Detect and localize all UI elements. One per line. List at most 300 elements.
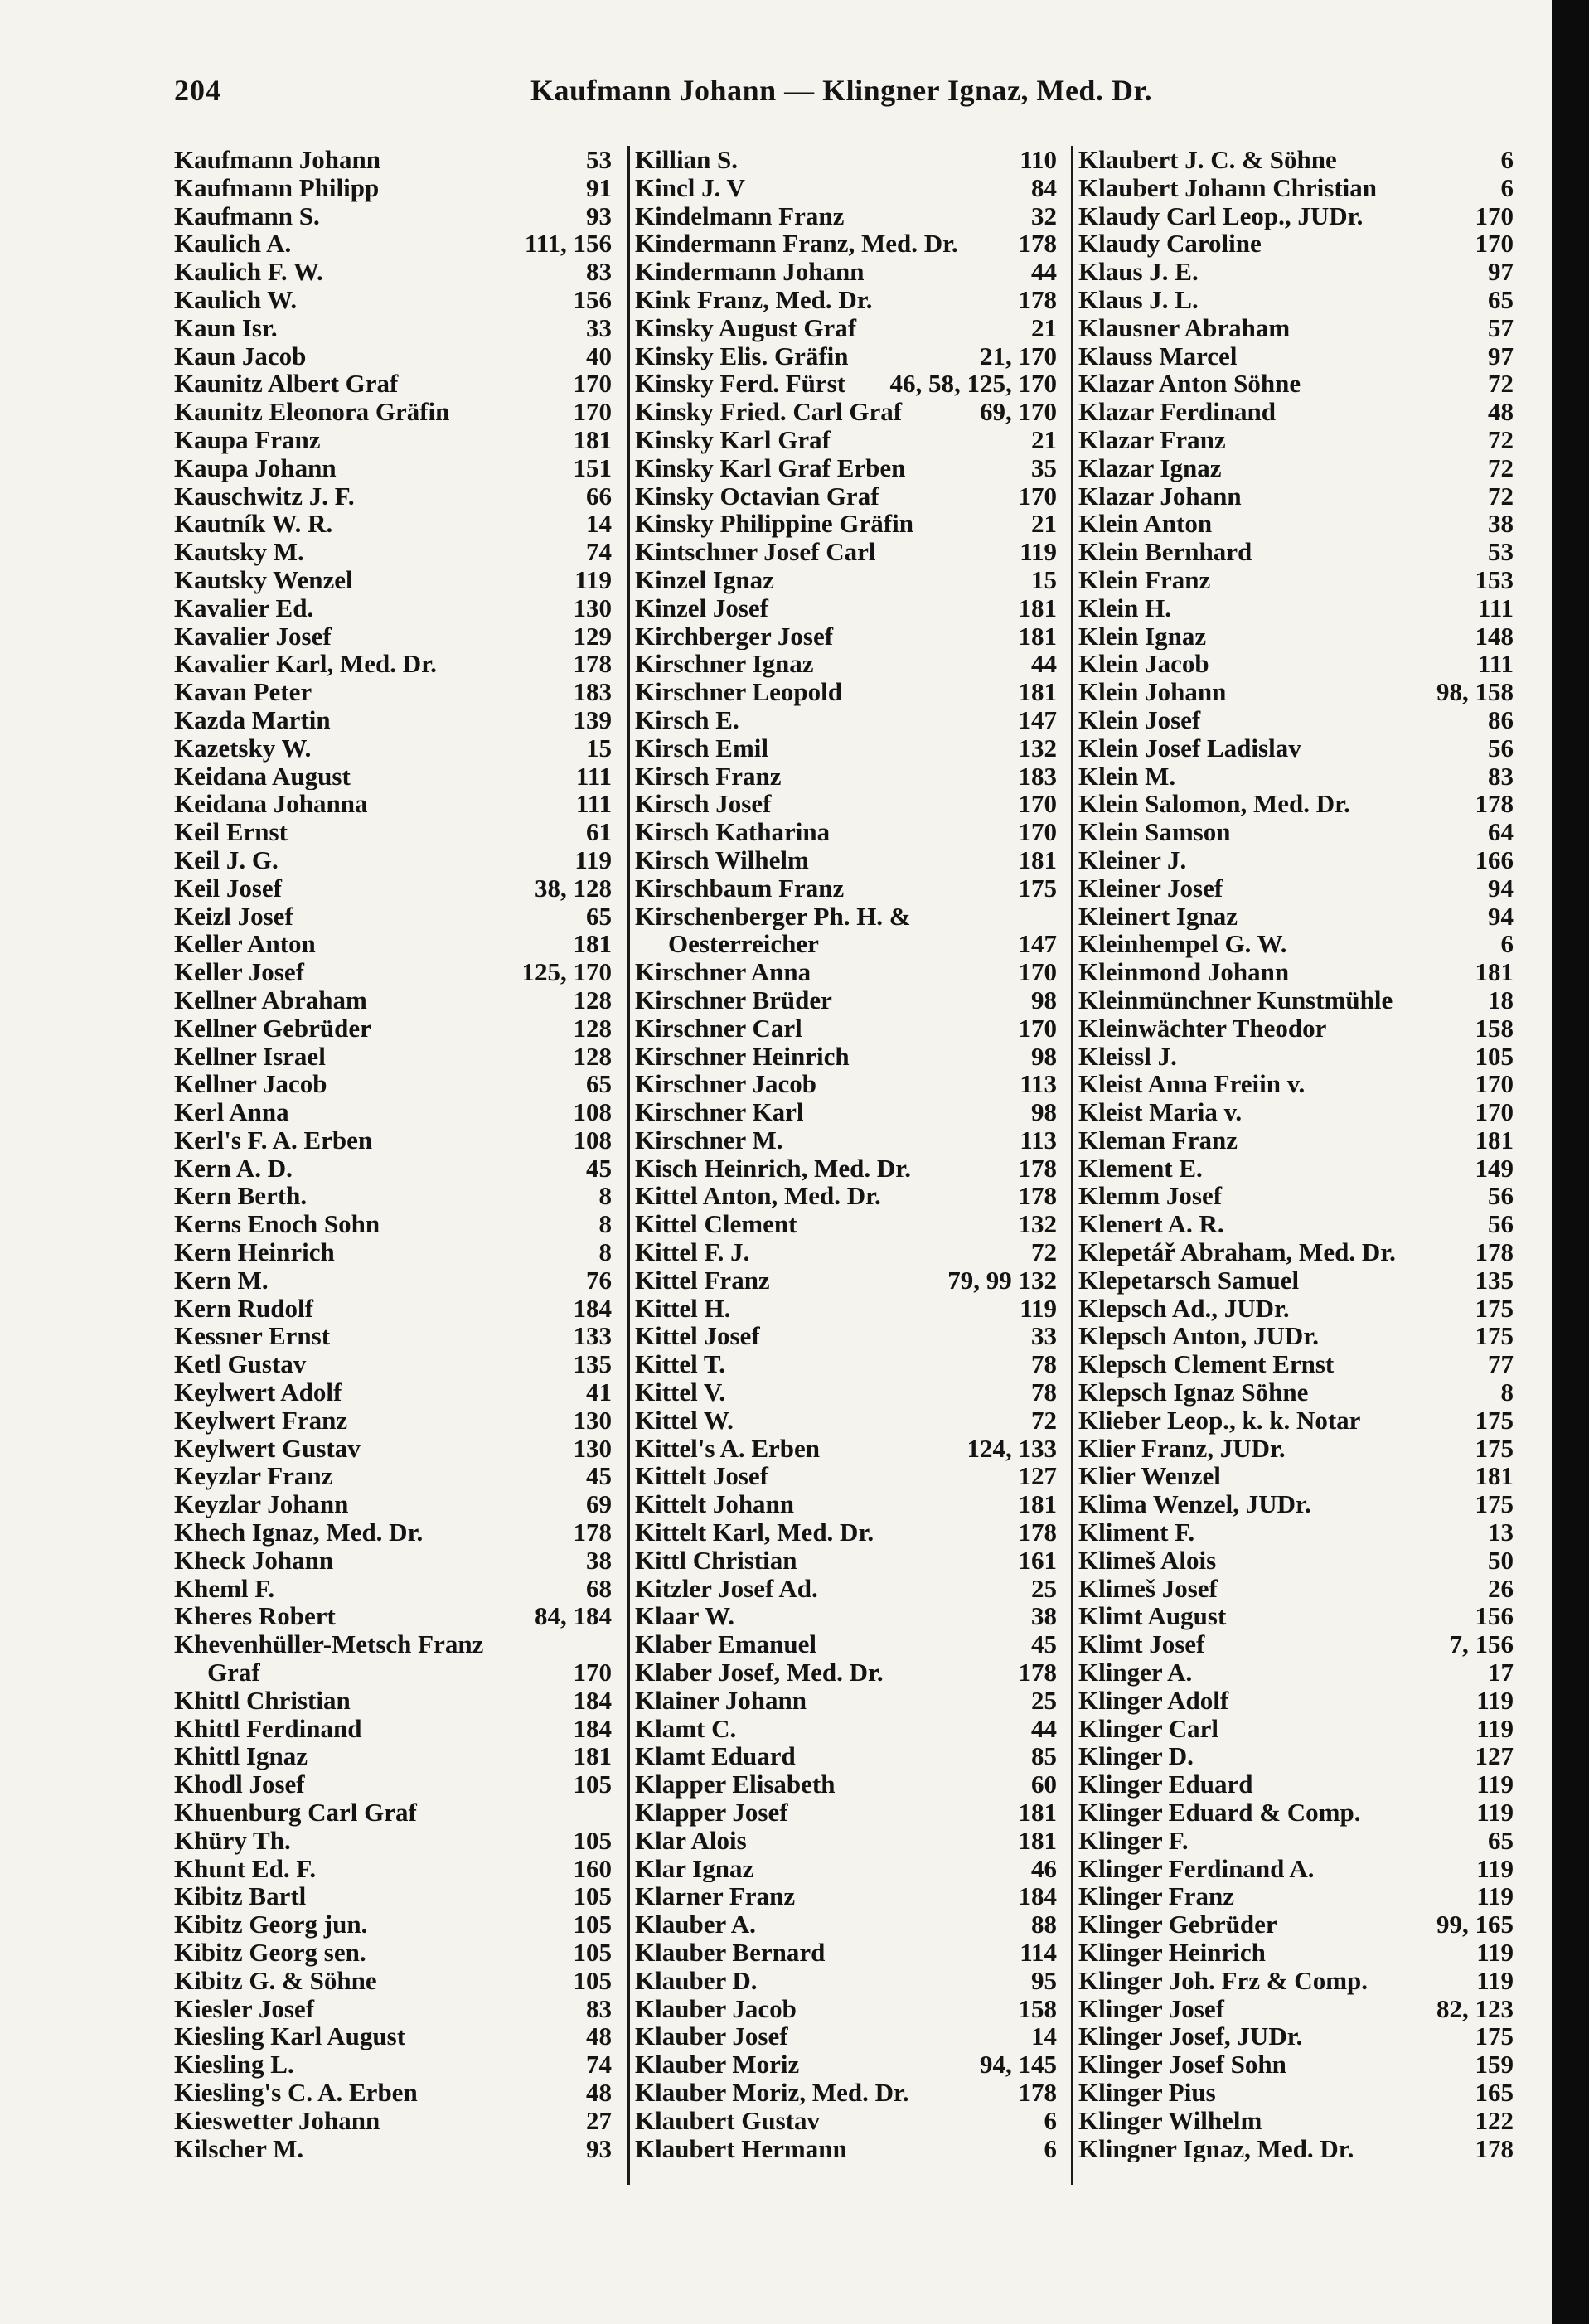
index-entry <box>1078 650 1514 678</box>
index-entry <box>1078 1043 1514 1071</box>
index-entry <box>1078 2107 1514 2135</box>
index-entry <box>635 1799 1057 1827</box>
entry-name: Klinger A. <box>1078 1658 1193 1687</box>
index-entry <box>174 622 612 651</box>
entry-page-refs: 111 <box>1477 650 1514 679</box>
entry-page-refs: 175 <box>1475 1406 1514 1435</box>
entry-page-refs: 72 <box>1488 370 1514 399</box>
index-entry <box>635 2107 1057 2135</box>
entry-name: Klinger Ferdinand A. <box>1078 1854 1315 1883</box>
entry-page-refs: 135 <box>573 1350 612 1379</box>
entry-name: Kibitz Georg jun. <box>174 1910 368 1939</box>
entry-name: Klaus J. E. <box>1078 258 1199 286</box>
index-entry <box>174 818 612 846</box>
index-entry <box>174 1350 612 1378</box>
index-entry <box>1078 1322 1514 1350</box>
entry-page-refs: 119 <box>574 845 612 874</box>
entry-page-refs: 175 <box>1475 2022 1514 2051</box>
entry-page-refs: 119 <box>1476 1854 1514 1883</box>
index-entry <box>635 398 1057 426</box>
entry-name: Kirsch Franz <box>635 762 782 791</box>
index-entry <box>635 930 1057 958</box>
entry-name: Klamt Eduard <box>635 1742 796 1771</box>
index-entry <box>635 1350 1057 1378</box>
entry-name: Kaupa Franz <box>174 425 321 454</box>
entry-name: Kaunitz Albert Graf <box>174 370 399 399</box>
entry-name: Kern Berth. <box>174 1182 308 1211</box>
entry-name: Kautsky M. <box>174 538 304 566</box>
index-entry <box>635 622 1057 651</box>
entry-page-refs: 7, 156 <box>1449 1630 1514 1659</box>
index-column-2 <box>627 146 1057 2185</box>
index-entry <box>174 678 612 706</box>
entry-page-refs: 84, 184 <box>535 1602 612 1631</box>
index-entry <box>1078 958 1514 986</box>
entry-name: Klein Anton <box>1078 510 1213 539</box>
entry-name: Keylwert Adolf <box>174 1378 342 1407</box>
index-entry <box>174 650 612 678</box>
entry-name: Klauber D. <box>635 1966 758 1995</box>
entry-name: Kittel T. <box>635 1350 726 1379</box>
index-entry <box>174 903 612 931</box>
entry-page-refs: 65 <box>1488 1826 1514 1855</box>
entry-page-refs: 14 <box>1031 2022 1057 2051</box>
entry-name: Ketl Gustav <box>174 1350 307 1379</box>
entry-name: Kinsky Elis. Gräfin <box>635 341 849 370</box>
entry-page-refs: 18 <box>1488 985 1514 1014</box>
index-entry <box>1078 1547 1514 1575</box>
entry-name: Klein Jacob <box>1078 650 1209 679</box>
index-entry <box>174 1799 612 1827</box>
entry-page-refs: 135 <box>1475 1266 1514 1295</box>
entry-page-refs: 105 <box>573 1966 612 1995</box>
entry-name: Kibitz G. & Söhne <box>174 1966 377 1995</box>
entry-page-refs: 181 <box>1018 678 1057 706</box>
index-entry <box>174 1882 612 1910</box>
entry-name: Kirschner Carl <box>635 1014 802 1043</box>
entry-page-refs: 170 <box>1475 1070 1514 1099</box>
index-entry <box>635 2135 1057 2163</box>
entry-name: Klaus J. L. <box>1078 285 1199 314</box>
entry-name: Klinger Josef Sohn <box>1078 2050 1286 2079</box>
index-entry <box>1078 510 1514 538</box>
entry-page-refs: 61 <box>586 818 612 846</box>
entry-name: Kern M. <box>174 1266 269 1295</box>
index-entry <box>174 1547 612 1575</box>
index-entry <box>635 342 1057 370</box>
entry-name: Klauss Marcel <box>1078 341 1238 370</box>
entry-page-refs: 110 <box>1020 146 1057 174</box>
entry-page-refs: 25 <box>1031 1686 1057 1715</box>
entry-name: Klazar Ferdinand <box>1078 398 1276 426</box>
entry-page-refs: 68 <box>586 1574 612 1603</box>
index-entry <box>174 930 612 958</box>
index-entry <box>174 763 612 791</box>
entry-name: Kirschner Brüder <box>635 985 832 1014</box>
index-entry <box>1078 874 1514 903</box>
index-entry <box>174 1155 612 1183</box>
entry-name: Oesterreicher <box>668 930 819 959</box>
entry-name: Kincl J. V <box>635 173 745 202</box>
entry-name: Kellner Jacob <box>174 1070 327 1099</box>
entry-name: Kirsch Josef <box>635 790 772 819</box>
index-entry <box>1078 2050 1514 2079</box>
entry-name: Klima Wenzel, JUDr. <box>1078 1490 1311 1519</box>
entry-name: Kheck Johann <box>174 1546 334 1575</box>
entry-name: Khodl Josef <box>174 1770 305 1799</box>
entry-page-refs: 130 <box>573 1406 612 1435</box>
index-entry <box>1078 566 1514 594</box>
entry-page-refs: 175 <box>1475 1322 1514 1351</box>
entry-page-refs: 6 <box>1044 2106 1057 2135</box>
entry-page-refs: 38, 128 <box>535 874 612 903</box>
entry-name: Klamt C. <box>635 1714 737 1743</box>
entry-name: Kaunitz Eleonora Gräfin <box>174 398 450 426</box>
running-title: Kaufmann Johann — Klingner Ignaz, Med. Dr. <box>530 74 1153 107</box>
entry-name: Klein Salomon, Med. Dr. <box>1078 790 1350 819</box>
entry-page-refs: 119 <box>1476 1939 1514 1967</box>
entry-name: Keil Josef <box>174 874 282 903</box>
index-entry <box>174 1322 612 1350</box>
index-entry <box>174 482 612 511</box>
entry-name: Kaun Isr. <box>174 313 278 342</box>
index-entry <box>1078 678 1514 706</box>
index-entry <box>1078 426 1514 454</box>
index-entry <box>635 1630 1057 1658</box>
index-entry <box>1078 1827 1514 1855</box>
entry-page-refs: 72 <box>1488 425 1514 454</box>
entry-name: Khunt Ed. F. <box>174 1854 317 1883</box>
index-entry <box>1078 1715 1514 1743</box>
entry-page-refs: 72 <box>1031 1406 1057 1435</box>
entry-page-refs: 56 <box>1488 1182 1514 1211</box>
index-entry <box>1078 594 1514 622</box>
entry-page-refs: 105 <box>573 1770 612 1799</box>
entry-name: Klazar Johann <box>1078 482 1242 511</box>
entry-name: Khüry Th. <box>174 1826 291 1855</box>
entry-name: Klazar Franz <box>1078 425 1226 454</box>
entry-page-refs: 21, 170 <box>980 341 1057 370</box>
index-entry <box>174 1490 612 1518</box>
entry-page-refs: 181 <box>1018 622 1057 651</box>
index-entry <box>174 230 612 258</box>
index-entry <box>635 1995 1057 2023</box>
entry-name: Klepsch Ad., JUDr. <box>1078 1294 1290 1323</box>
entry-page-refs: 8 <box>598 1182 612 1211</box>
entry-name: Klinger D. <box>1078 1742 1194 1771</box>
entry-name: Kiesler Josef <box>174 1994 315 2023</box>
entry-name: Kleist Anna Freiin v. <box>1078 1070 1306 1099</box>
index-entry <box>635 650 1057 678</box>
entry-name: Kilscher M. <box>174 2134 304 2163</box>
entry-name: Kittel's A. Erben <box>635 1434 821 1463</box>
entry-name: Kieswetter Johann <box>174 2106 380 2135</box>
entry-name: Kinsky Karl Graf Erben <box>635 453 906 482</box>
entry-page-refs: 65 <box>1488 285 1514 314</box>
entry-page-refs: 119 <box>1020 538 1057 566</box>
entry-name: Klepsch Clement Ernst <box>1078 1350 1335 1379</box>
index-entry <box>174 1295 612 1323</box>
entry-name: Klaubert Gustav <box>635 2106 821 2135</box>
entry-name: Khuenburg Carl Graf <box>174 1799 417 1827</box>
index-entry <box>174 2107 612 2135</box>
entry-name: Keizl Josef <box>174 902 293 931</box>
entry-name: Kiesling L. <box>174 2050 294 2079</box>
entry-page-refs: 94 <box>1488 902 1514 931</box>
index-entry <box>174 1770 612 1799</box>
index-entry <box>1078 846 1514 874</box>
entry-name: Kellner Israel <box>174 1042 326 1071</box>
entry-page-refs: 178 <box>1018 285 1057 314</box>
index-entry <box>635 1322 1057 1350</box>
entry-page-refs: 38 <box>1031 1602 1057 1631</box>
entry-name: Klarner Franz <box>635 1882 796 1911</box>
index-entry <box>1078 454 1514 482</box>
entry-name: Klein Ignaz <box>1078 622 1207 651</box>
entry-page-refs: 127 <box>1475 1742 1514 1771</box>
index-entry <box>1078 1939 1514 1967</box>
index-entry <box>635 846 1057 874</box>
entry-page-refs: 183 <box>573 678 612 706</box>
index-entry <box>635 482 1057 511</box>
index-entry <box>1078 1910 1514 1939</box>
entry-name: Kerl Anna <box>174 1098 289 1126</box>
entry-page-refs: 170 <box>1475 201 1514 230</box>
entry-page-refs: 111, 156 <box>524 230 612 259</box>
entry-name: Kaulich W. <box>174 285 298 314</box>
entry-name: Kisch Heinrich, Med. Dr. <box>635 1154 911 1183</box>
entry-name: Kinsky Karl Graf <box>635 425 831 454</box>
entry-page-refs: 170 <box>1018 958 1057 986</box>
entry-page-refs: 94, 145 <box>980 2050 1057 2079</box>
index-entry <box>1078 1126 1514 1155</box>
index-entry <box>174 1827 612 1855</box>
entry-page-refs: 60 <box>1031 1770 1057 1799</box>
index-entry <box>1078 1799 1514 1827</box>
entry-name: Kerns Enoch Sohn <box>174 1210 380 1239</box>
entry-page-refs: 119 <box>574 565 612 594</box>
entry-page-refs: 119 <box>1476 1714 1514 1743</box>
index-entry <box>1078 1070 1514 1098</box>
entry-name: Kittel H. <box>635 1294 731 1323</box>
entry-name: Kinsky Ferd. Fürst <box>635 370 846 399</box>
entry-page-refs: 113 <box>1020 1126 1057 1155</box>
entry-page-refs: 93 <box>586 2134 612 2163</box>
index-entry <box>635 763 1057 791</box>
entry-page-refs: 149 <box>1475 1154 1514 1183</box>
entry-name: Kintschner Josef Carl <box>635 538 876 566</box>
entry-page-refs: 108 <box>573 1098 612 1126</box>
entry-page-refs: 105 <box>573 1910 612 1939</box>
entry-name: Klier Franz, JUDr. <box>1078 1434 1286 1463</box>
entry-page-refs: 105 <box>1475 1042 1514 1071</box>
index-entry <box>1078 1098 1514 1126</box>
entry-page-refs: 88 <box>1031 1910 1057 1939</box>
entry-page-refs: 178 <box>1475 790 1514 819</box>
index-entry <box>1078 1490 1514 1518</box>
index-entry <box>174 370 612 398</box>
entry-name: Kinsky Fried. Carl Graf <box>635 398 903 426</box>
index-entry <box>1078 1378 1514 1407</box>
index-entry <box>635 2022 1057 2050</box>
entry-page-refs: 181 <box>573 1742 612 1771</box>
index-entry <box>635 1518 1057 1547</box>
index-entry <box>1078 986 1514 1014</box>
entry-page-refs: 113 <box>1020 1070 1057 1099</box>
entry-page-refs: 175 <box>1475 1434 1514 1463</box>
entry-page-refs: 178 <box>1018 1658 1057 1687</box>
entry-name: Klaber Josef, Med. Dr. <box>635 1658 884 1687</box>
index-entry <box>1078 174 1514 202</box>
entry-page-refs: 183 <box>1018 762 1057 791</box>
index-entry <box>1078 1602 1514 1630</box>
entry-name: Klinger Gebrüder <box>1078 1910 1277 1939</box>
entry-name: Khittl Ignaz <box>174 1742 308 1771</box>
entry-name: Keylwert Franz <box>174 1406 348 1435</box>
index-entry <box>635 1435 1057 1463</box>
entry-page-refs: 56 <box>1488 734 1514 763</box>
entry-page-refs: 98 <box>1031 1098 1057 1126</box>
entry-name: Klauber Moriz, Med. Dr. <box>635 2078 909 2107</box>
entry-page-refs: 156 <box>1475 1602 1514 1631</box>
entry-name: Keller Anton <box>174 930 316 959</box>
index-entry <box>174 1742 612 1770</box>
entry-page-refs: 178 <box>1475 2134 1514 2163</box>
entry-name: Kaupa Johann <box>174 453 337 482</box>
entry-page-refs: 56 <box>1488 1210 1514 1239</box>
entry-page-refs: 178 <box>1018 230 1057 259</box>
index-entry <box>174 398 612 426</box>
entry-page-refs: 181 <box>573 425 612 454</box>
index-entry <box>174 2135 612 2163</box>
entry-page-refs: 181 <box>1018 845 1057 874</box>
entry-name: Kirschner Ignaz <box>635 650 814 679</box>
entry-name: Keylwert Gustav <box>174 1434 361 1463</box>
entry-name: Klaubert Johann Christian <box>1078 173 1378 202</box>
entry-name: Kleiner Josef <box>1078 874 1223 903</box>
entry-page-refs: 57 <box>1488 313 1514 342</box>
entry-page-refs: 114 <box>1020 1939 1057 1967</box>
entry-name: Klepsch Ignaz Söhne <box>1078 1378 1309 1407</box>
index-entry <box>635 230 1057 258</box>
index-entry <box>635 286 1057 314</box>
entry-name: Klingner Ignaz, Med. Dr. <box>1078 2134 1354 2163</box>
index-entry <box>174 454 612 482</box>
index-entry <box>635 594 1057 622</box>
entry-page-refs: 78 <box>1031 1350 1057 1379</box>
index-entry <box>1078 1266 1514 1295</box>
entry-name: Kirsch Emil <box>635 734 769 763</box>
entry-page-refs: 128 <box>573 1014 612 1043</box>
entry-name: Kavalier Karl, Med. Dr. <box>174 650 437 679</box>
entry-name: Klinger Wilhelm <box>1078 2106 1262 2135</box>
entry-page-refs: 27 <box>586 2106 612 2135</box>
index-entry <box>635 706 1057 734</box>
entry-name: Kheres Robert <box>174 1602 336 1631</box>
index-entry <box>1078 1238 1514 1266</box>
entry-name: Kinsky Philippine Gräfin <box>635 510 913 539</box>
index-entry <box>174 202 612 230</box>
entry-page-refs: 93 <box>586 201 612 230</box>
entry-page-refs: 69 <box>586 1490 612 1519</box>
entry-page-refs: 161 <box>1018 1546 1057 1575</box>
entry-name: Kibitz Georg sen. <box>174 1939 366 1967</box>
entry-page-refs: 44 <box>1031 258 1057 286</box>
entry-name: Klinger F. <box>1078 1826 1189 1855</box>
entry-name: Kern Heinrich <box>174 1238 335 1266</box>
entry-page-refs: 170 <box>1018 790 1057 819</box>
entry-page-refs: 170 <box>1018 818 1057 846</box>
entry-name: Keil J. G. <box>174 845 279 874</box>
index-entry <box>1078 482 1514 511</box>
entry-name: Klinger Eduard <box>1078 1770 1253 1799</box>
entry-page-refs: 38 <box>1488 510 1514 539</box>
index-entry <box>174 146 612 174</box>
index-entry <box>635 566 1057 594</box>
entry-page-refs: 13 <box>1488 1518 1514 1547</box>
entry-page-refs: 129 <box>573 622 612 651</box>
index-entry <box>1078 1518 1514 1547</box>
index-entry <box>635 986 1057 1014</box>
index-entry <box>635 1575 1057 1603</box>
index-entry <box>635 1266 1057 1295</box>
index-entry <box>1078 903 1514 931</box>
index-entry <box>1078 2022 1514 2050</box>
entry-name: Klaubert J. C. & Söhne <box>1078 146 1337 174</box>
index-entry <box>1078 538 1514 566</box>
entry-page-refs: 95 <box>1031 1966 1057 1995</box>
entry-page-refs: 111 <box>575 762 612 791</box>
entry-name: Kinzel Ignaz <box>635 565 774 594</box>
entry-name: Kautsky Wenzel <box>174 565 353 594</box>
entry-name: Klapper Josef <box>635 1799 788 1827</box>
entry-page-refs: 105 <box>573 1882 612 1911</box>
entry-name: Kirschenberger Ph. H. & <box>635 902 911 931</box>
entry-page-refs: 97 <box>1488 258 1514 286</box>
entry-page-refs: 72 <box>1031 1238 1057 1266</box>
entry-name: Klinger Pius <box>1078 2078 1216 2107</box>
index-entry <box>174 1939 612 1967</box>
index-entry <box>1078 1630 1514 1658</box>
entry-page-refs: 40 <box>586 341 612 370</box>
index-entry <box>1078 818 1514 846</box>
entry-page-refs: 64 <box>1488 818 1514 846</box>
entry-name: Keidana Johanna <box>174 790 368 819</box>
index-entry <box>174 1575 612 1603</box>
entry-page-refs: 127 <box>1018 1462 1057 1491</box>
entry-page-refs: 97 <box>1488 341 1514 370</box>
entry-name: Klazar Anton Söhne <box>1078 370 1301 399</box>
index-entry <box>174 566 612 594</box>
index-entry <box>635 1070 1057 1098</box>
entry-name: Kavalier Ed. <box>174 593 314 622</box>
entry-page-refs: 44 <box>1031 650 1057 679</box>
index-entry <box>1078 1350 1514 1378</box>
index-entry <box>635 734 1057 763</box>
entry-page-refs: 158 <box>1475 1014 1514 1043</box>
entry-page-refs: 128 <box>573 1042 612 1071</box>
index-entry <box>635 1490 1057 1518</box>
entry-page-refs: 48 <box>1488 398 1514 426</box>
index-entry <box>174 846 612 874</box>
index-entry <box>1078 370 1514 398</box>
entry-name: Klieber Leop., k. k. Notar <box>1078 1406 1361 1435</box>
entry-page-refs: 184 <box>1018 1882 1057 1911</box>
index-entry <box>635 454 1057 482</box>
entry-name: Graf <box>207 1658 260 1687</box>
entry-page-refs: 85 <box>1031 1742 1057 1771</box>
index-entry <box>1078 286 1514 314</box>
